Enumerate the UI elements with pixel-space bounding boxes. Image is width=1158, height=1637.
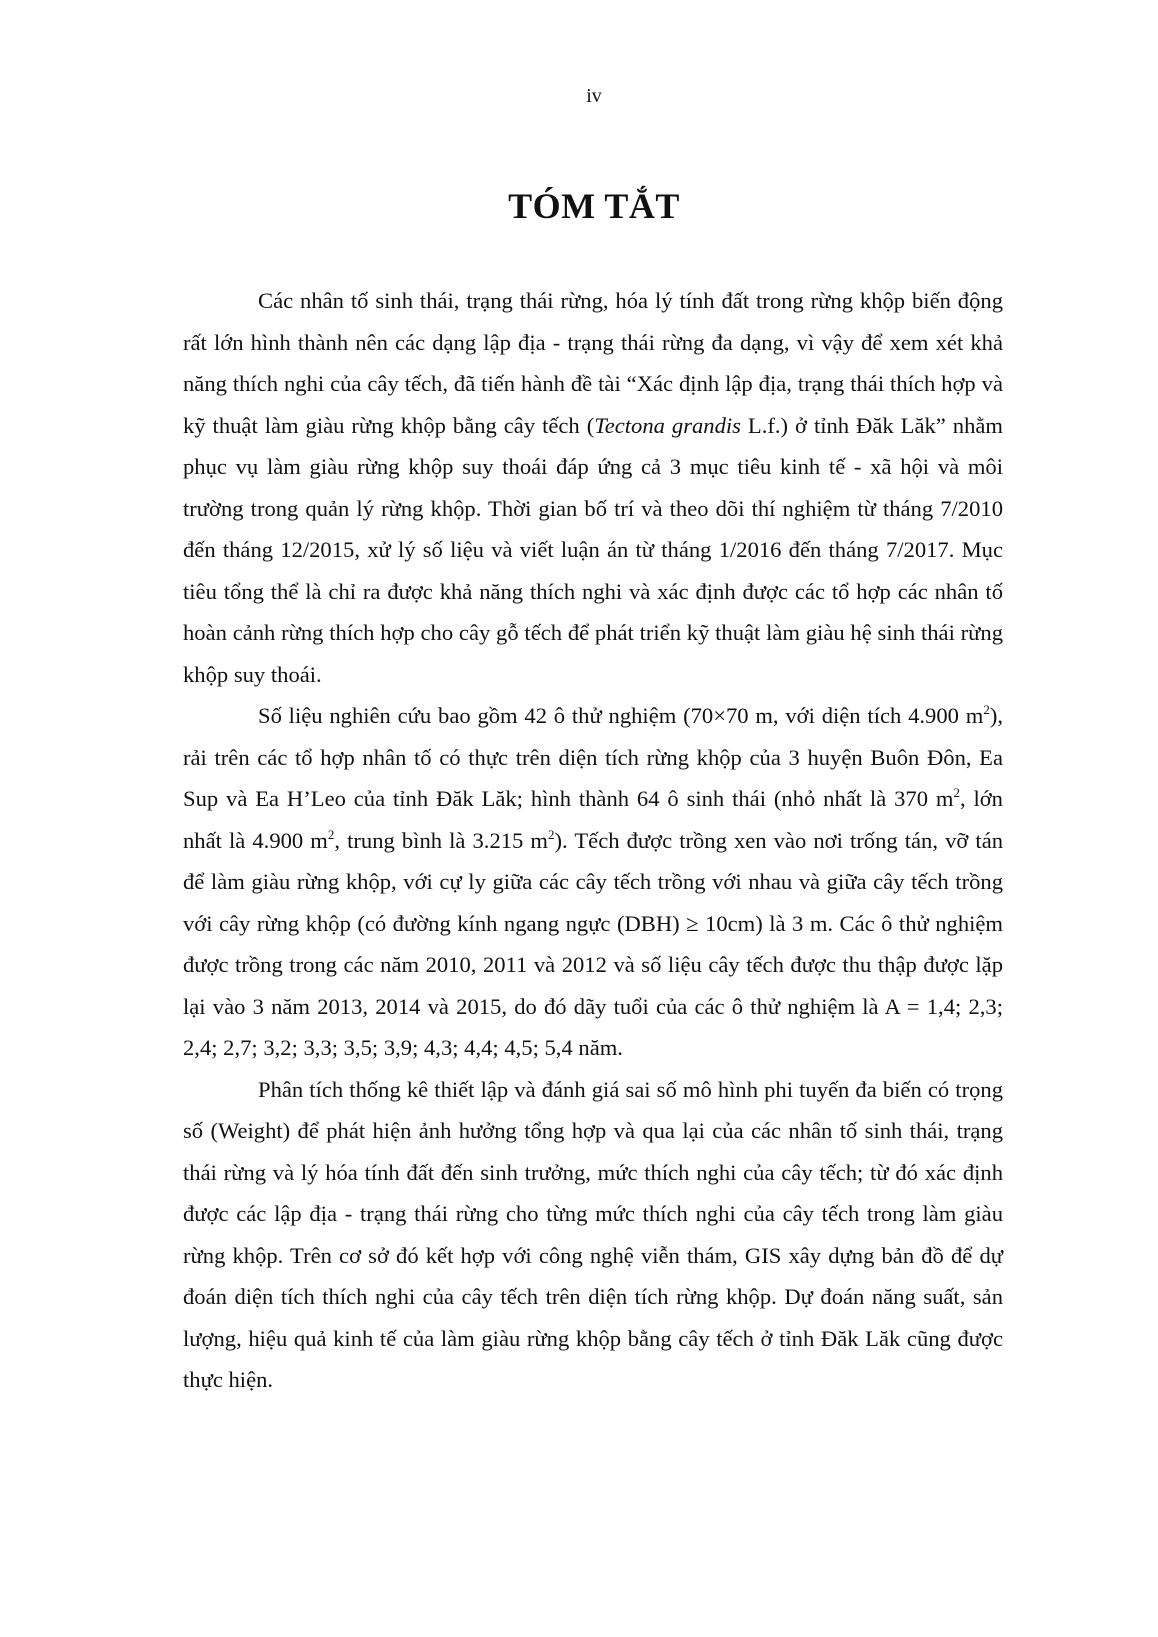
page-title: TÓM TẮT: [508, 186, 680, 226]
species-name: Tectona grandis: [594, 412, 741, 438]
text-segment: ). Tếch được trồng xen vào nơi trống tán, vỡ tán để làm giàu rừng khộp, với cự ly giữa các cây tếch trồng với nhau và giữa cây tếch trồng với cây rừng khộp (có đường kính ngang ngực (DBH) ≥ 10cm) là 3 m. Các ô thử nghiệm được trồng trong các năm 2010, 2011 và 2012 và số liệu cây tếch được thu thập được lặp lại vào 3 năm 2013, 2014 và 2015, do đó dãy tuổi của các ô thử nghiệm là A = 1,4; 2,3; 2,4; 2,7; 3,2; 3,3; 3,5; 3,9; 4,3; 4,4; 4,5; 5,4 năm.: [183, 827, 1004, 1060]
superscript: 2: [327, 826, 335, 842]
paragraph: [183, 695, 1003, 1069]
text-segment: L.f.) ở tỉnh Đăk Lăk” nhằm phục vụ làm giàu rừng khộp suy thoái đáp ứng cả 3 mục tiêu kinh tế - xã hội và môi trường trong quản lý rừng khộp. Thời gian bố trí và theo dõi thí nghiệm từ tháng 7/2010 đến tháng 12/2015, xử lý số liệu và viết luận án từ tháng 1/2016 đến tháng 7/2017. Mục tiêu tổng thể là chỉ ra được khả năng thích nghi và xác định được các tổ hợp các nhân tố hoàn cảnh rừng thích hợp cho cây gỗ tếch để phát triển kỹ thuật làm giàu hệ sinh thái rừng khộp suy thoái.: [183, 412, 1003, 687]
text-segment: , lớn nhất là 4.900 m: [183, 786, 1003, 853]
text-segment: Các nhân tố sinh thái, trạng thái rừng, hóa lý tính đất trong rừng khộp biến động rất lớn hình thành nên các dạng lập địa - trạng thái rừng đa dạng, vì vậy để xem xét khả năng thích nghi của cây tếch, đã tiến hành đề tài “Xác định lập địa, trạng thái thích hợp và kỹ thuật làm giàu rừng khộp bằng cây tếch (: [183, 288, 1003, 438]
text-segment: Số liệu nghiên cứu bao gồm 42 ô thử nghiệm (70×70 m, với diện tích 4.900 m: [258, 703, 984, 728]
text-segment: , trung bình là 3.215 m: [334, 827, 549, 853]
page-number: iv: [586, 85, 602, 107]
paragraph: [183, 1069, 1003, 1401]
abstract-body: [183, 280, 1003, 1401]
superscript: 2: [548, 826, 555, 842]
text-segment: Phân tích thống kê thiết lập và đánh giá sai số mô hình phi tuyến đa biến có trọng số (Weight) để phát hiện ảnh hưởng tổng hợp và qua lại của các nhân tố sinh thái, trạng thái rừng và lý hóa tính đất đến sinh trưởng, mức thích nghi của cây tếch; từ đó xác định được các lập địa - trạng thái rừng cho từng mức thích nghi của cây tếch trong làm giàu rừng khộp. Trên cơ sở đó kết hợp với công nghệ viễn thám, GIS xây dựng bản đồ để dự đoán diện tích thích nghi của cây tếch trên diện tích rừng khộp. Dự đoán năng suất, sản lượng, hiệu quả kinh tế của làm giàu rừng khộp bằng cây tếch ở tỉnh Đăk Lăk cũng được thực hiện.: [183, 1076, 1003, 1392]
text-segment: ), rải trên các tổ hợp nhân tố có thực trên diện tích rừng khộp của 3 huyện Buôn Đôn, Ea Sup và Ea H’Leo của tỉnh Đăk Lăk; hình thành 64 ô sinh thái (nhỏ nhất là 370 m: [183, 703, 1003, 811]
paragraph: [183, 280, 1003, 695]
superscript: 2: [983, 702, 990, 717]
superscript: 2: [953, 785, 960, 800]
